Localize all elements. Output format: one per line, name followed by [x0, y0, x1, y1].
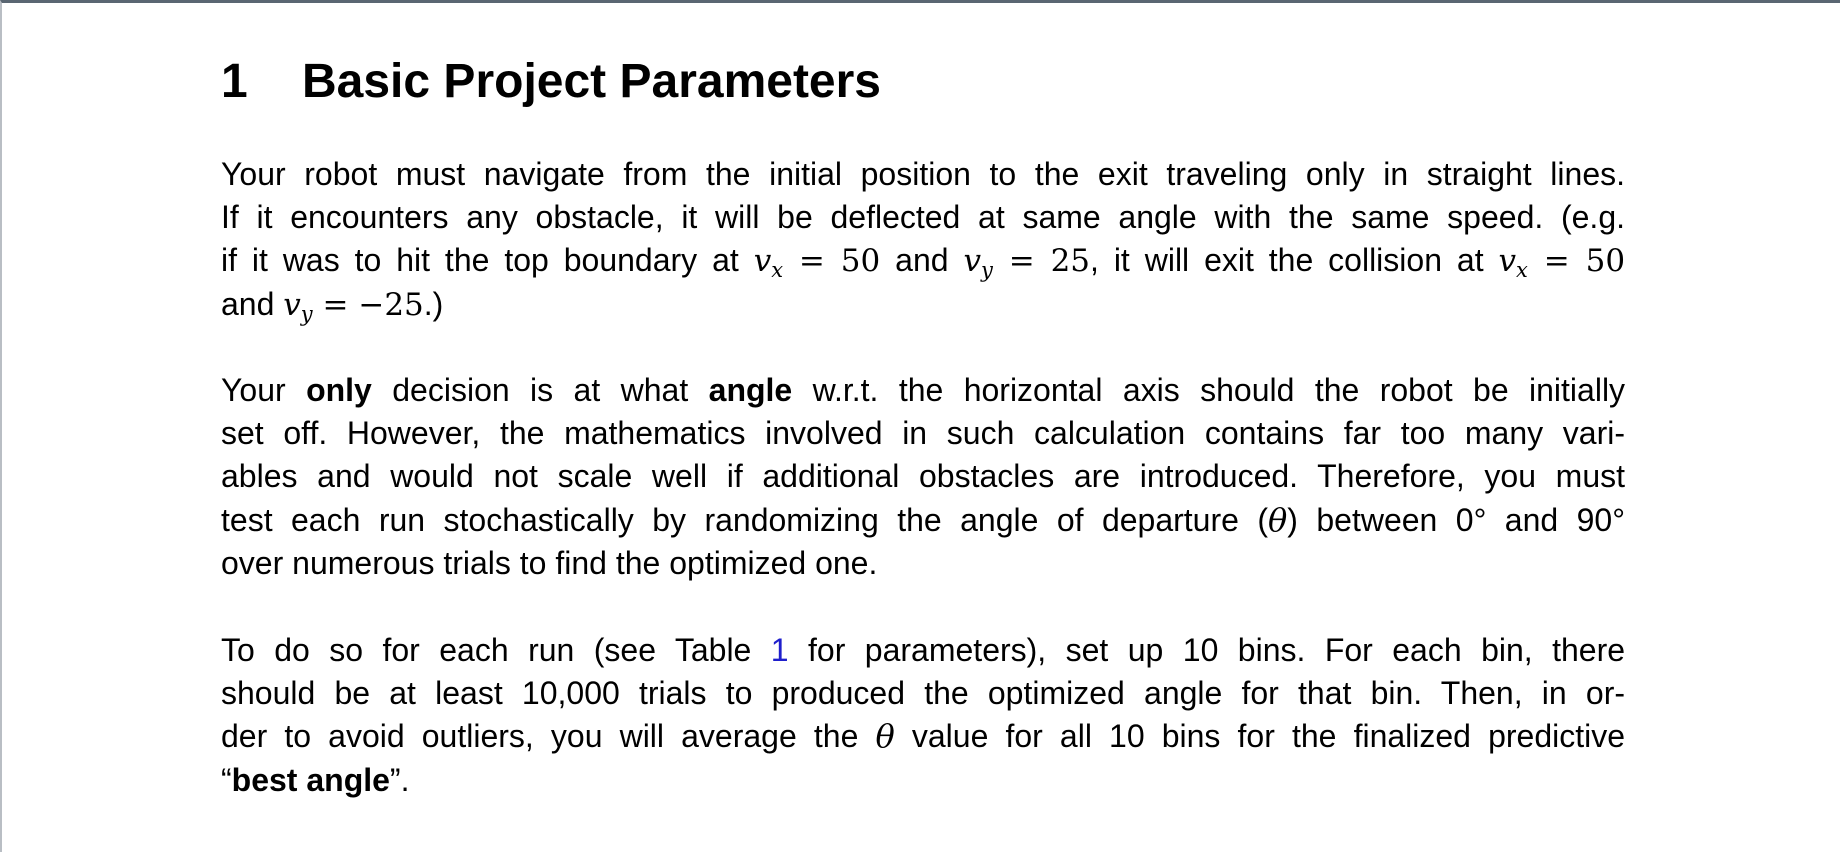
paragraph-line	[221, 153, 1625, 196]
close-quote: ”.	[389, 761, 410, 798]
bold-best-angle: best angle	[231, 761, 390, 798]
paragraph-line	[221, 196, 1625, 239]
paragraph-line	[221, 412, 1625, 455]
section-heading	[221, 53, 881, 111]
paragraph-line	[221, 542, 1625, 585]
paragraph-line	[221, 672, 1625, 715]
text-run: should be at least 10,000 trials to produced the optimized angle for that bin. Then, in or-	[221, 675, 1625, 712]
text-run: if it was to hit the top boundary at	[221, 242, 739, 279]
text-run: and	[895, 242, 949, 279]
text-run: decision is at what	[392, 372, 689, 408]
paragraph-angle-decision	[221, 369, 1625, 585]
text-run: ) between 0° and 90°	[1287, 501, 1626, 538]
text-run: der to avoid outliers, you will average the	[221, 718, 859, 755]
text-run: and	[221, 285, 275, 322]
math-vy-equals-25: $v_y = 25$	[963, 243, 1091, 283]
table-reference-link[interactable]: 1	[770, 632, 789, 668]
text-run: for parameters), set up 10 bins. For each bin, there	[808, 632, 1626, 668]
math-vx-equals-50-exit: $v_x = 50$	[1498, 243, 1626, 283]
text-run: test each run stochastically by randomizing the angle of departure (	[221, 501, 1269, 538]
text-run: w.r.t. the horizontal axis should the robot be initially	[812, 372, 1626, 408]
paragraph-line	[221, 369, 1625, 412]
math-theta: θ	[1268, 500, 1288, 539]
paragraph-line	[221, 239, 1625, 282]
text-run: over numerous trials to find the optimized one.	[221, 544, 878, 581]
paragraph-line	[221, 455, 1625, 498]
paragraph-bins	[221, 629, 1625, 802]
paragraph-line	[221, 283, 1625, 326]
text-run: value for all 10 bins for the finalized predictive	[911, 718, 1626, 755]
bold-only: only	[306, 372, 372, 408]
section-title: Basic Project Parameters	[302, 55, 881, 108]
paragraph-line	[221, 499, 1625, 542]
paragraph-line	[221, 715, 1625, 758]
open-quote: “	[221, 761, 232, 798]
text-run: , it will exit the collision at	[1090, 242, 1484, 279]
paragraph-robot-navigation	[221, 153, 1625, 326]
text-run: Your robot must navigate from the initial position to the exit traveling only in straight lines.	[221, 156, 1625, 192]
text-run: If it encounters any obstacle, it will be deflected at same angle with the same speed. (e.g.	[221, 199, 1625, 236]
math-theta: θ	[875, 717, 895, 756]
text-run: Your	[221, 372, 286, 408]
text-run: set off. However, the mathematics involved in such calculation contains far too many vari-	[221, 415, 1625, 452]
text-run: To do so for each run (see Table	[221, 632, 752, 668]
text-run: ables and would not scale well if additional obstacles are introduced. Therefore, you must	[221, 458, 1625, 495]
text-run: .)	[423, 285, 444, 322]
math-vy-equals-minus-25: $v_y = -25$	[283, 286, 424, 326]
section-number: 1	[221, 55, 248, 108]
bold-angle: angle	[708, 372, 793, 408]
paragraph-line	[221, 759, 1625, 802]
paragraph-line	[221, 629, 1625, 672]
math-vx-equals-50: $v_x = 50$	[753, 243, 881, 283]
